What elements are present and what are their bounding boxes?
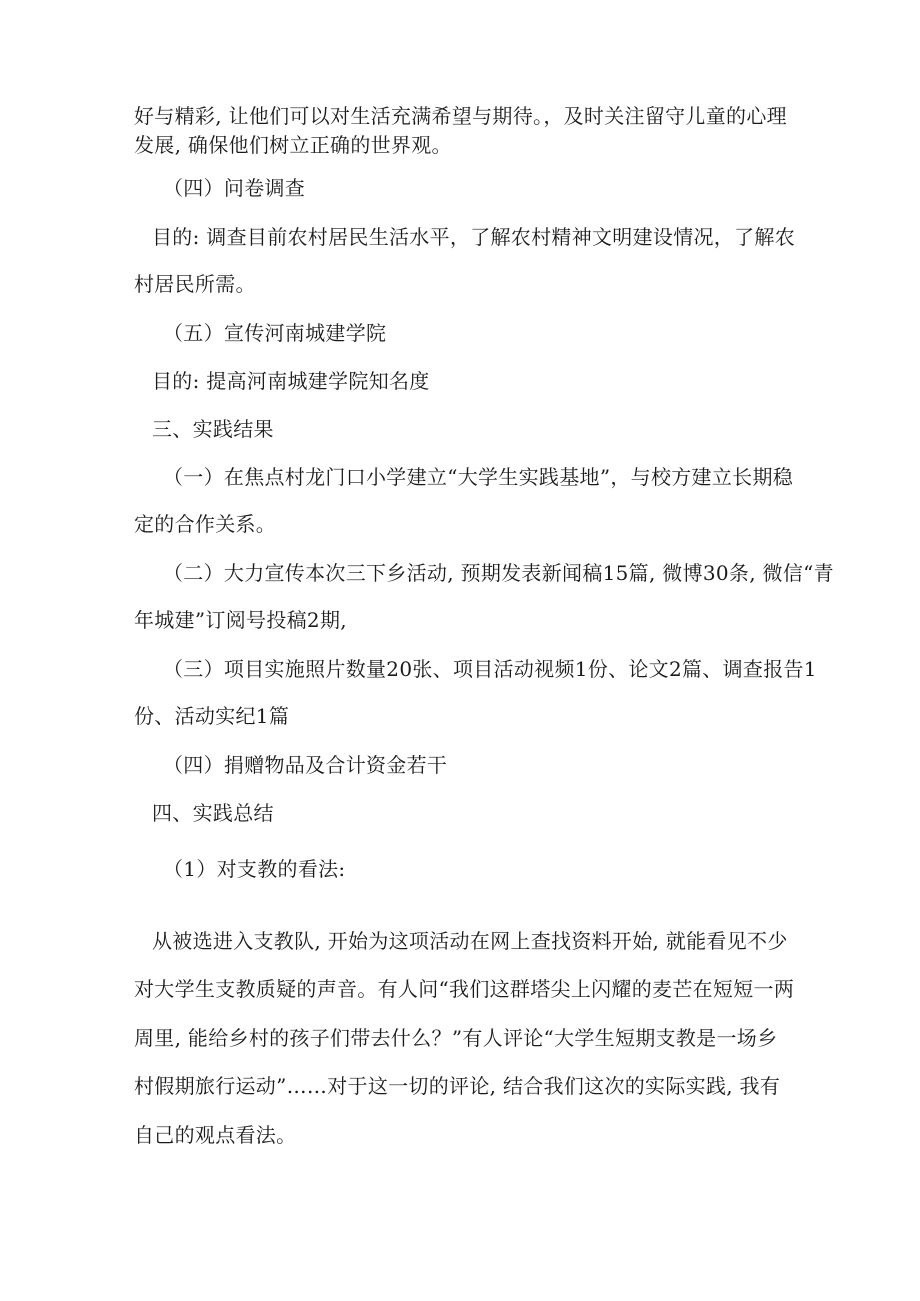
section-heading-promotion: （五）宣传河南城建学院	[163, 321, 387, 345]
subsection-heading: （1）对支教的看法:	[163, 857, 346, 881]
paragraph-line: 好与精彩, 让他们可以对生活充满希望与期待。，及时关注留守儿童的心理	[134, 104, 787, 128]
paragraph-line: 年城建”订阅号投稿2期,	[134, 608, 347, 632]
paragraph-line: 自己的观点看法。	[134, 1123, 297, 1147]
paragraph-line: 目的: 提高河南城建学院知名度	[152, 369, 430, 393]
paragraph-line: 对大学生支教质疑的声音。有人问“我们这群塔尖上闪耀的麦芒在短短一两	[134, 977, 795, 1001]
paragraph-line: 周里, 能给乡村的孩子们带去什么？”有人评论“大学生短期支教是一场乡	[134, 1026, 778, 1050]
paragraph-line: 村假期旅行运动”……对于这一切的评论, 结合我们这次的实际实践, 我有	[134, 1074, 781, 1098]
paragraph-line: 村居民所需。	[134, 272, 256, 296]
paragraph-line: 发展, 确保他们树立正确的世界观。	[134, 133, 452, 157]
paragraph-line: （四）捐赠物品及合计资金若干	[163, 753, 448, 777]
paragraph-line: 从被选进入支教队, 开始为这项活动在网上查找资料开始, 就能看见不少	[152, 929, 788, 953]
paragraph-line: 份、活动实纪1篇	[134, 704, 290, 728]
paragraph-line: 定的合作关系。	[134, 512, 277, 536]
paragraph-line: 目的: 调查目前农村居民生活水平，了解农村精神文明建设情况，了解农	[152, 225, 795, 249]
paragraph-line: （一）在焦点村龙门口小学建立“大学生实践基地”，与校方建立长期稳	[163, 465, 794, 489]
section-heading-summary: 四、实践总结	[152, 801, 274, 825]
paragraph-line: （三）项目实施照片数量20张、项目活动视频1份、论文2篇、调查报告1	[163, 657, 817, 681]
section-heading-questionnaire: （四）问卷调查	[163, 176, 306, 200]
paragraph-line: （二）大力宣传本次三下乡活动, 预期发表新闻稿15篇, 微博30条, 微信“青	[163, 561, 834, 585]
section-heading-results: 三、实践结果	[152, 417, 274, 441]
